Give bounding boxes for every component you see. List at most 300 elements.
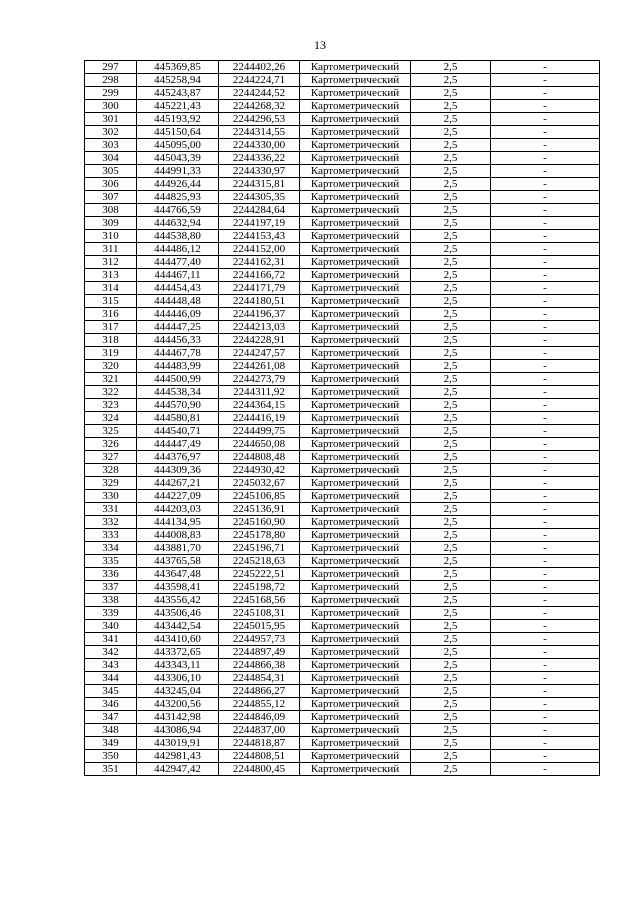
method-cell: Картометрический [300,425,411,438]
method-cell: Картометрический [300,672,411,685]
note-cell: - [491,334,600,347]
method-cell: Картометрический [300,529,411,542]
method-cell: Картометрический [300,256,411,269]
point-number-cell: 348 [85,724,137,737]
method-cell: Картометрический [300,269,411,282]
point-number-cell: 316 [85,308,137,321]
method-cell: Картометрический [300,581,411,594]
point-number-cell: 303 [85,139,137,152]
method-cell: Картометрический [300,438,411,451]
accuracy-cell: 2,5 [411,230,491,243]
y-coordinate-cell: 2244818,87 [219,737,300,750]
note-cell: - [491,646,600,659]
accuracy-cell: 2,5 [411,113,491,126]
note-cell: - [491,555,600,568]
note-cell: - [491,295,600,308]
method-cell: Картометрический [300,61,411,74]
note-cell: - [491,61,600,74]
method-cell: Картометрический [300,230,411,243]
x-coordinate-cell: 444766,59 [137,204,219,217]
point-number-cell: 301 [85,113,137,126]
y-coordinate-cell: 2244305,35 [219,191,300,204]
x-coordinate-cell: 445258,94 [137,74,219,87]
point-number-cell: 306 [85,178,137,191]
note-cell: - [491,347,600,360]
table-row [85,295,600,308]
x-coordinate-cell: 443765,58 [137,555,219,568]
note-cell: - [491,425,600,438]
accuracy-cell: 2,5 [411,750,491,763]
point-number-cell: 312 [85,256,137,269]
y-coordinate-cell: 2244261,08 [219,360,300,373]
point-number-cell: 319 [85,347,137,360]
method-cell: Картометрический [300,698,411,711]
accuracy-cell: 2,5 [411,724,491,737]
table-row [85,100,600,113]
method-cell: Картометрический [300,477,411,490]
method-cell: Картометрический [300,191,411,204]
method-cell: Картометрический [300,542,411,555]
table-row [85,87,600,100]
y-coordinate-cell: 2244800,45 [219,763,300,776]
note-cell: - [491,711,600,724]
y-coordinate-cell: 2244152,00 [219,243,300,256]
note-cell: - [491,620,600,633]
method-cell: Картометрический [300,685,411,698]
method-cell: Картометрический [300,516,411,529]
table-row [85,152,600,165]
table-row [85,620,600,633]
y-coordinate-cell: 2244196,37 [219,308,300,321]
y-coordinate-cell: 2244808,48 [219,451,300,464]
table-row [85,438,600,451]
point-number-cell: 338 [85,594,137,607]
table-row [85,282,600,295]
note-cell: - [491,256,600,269]
x-coordinate-cell: 444486,12 [137,243,219,256]
x-coordinate-cell: 442981,43 [137,750,219,763]
method-cell: Картометрический [300,659,411,672]
table-row [85,269,600,282]
table-row [85,360,600,373]
note-cell: - [491,724,600,737]
y-coordinate-cell: 2244166,72 [219,269,300,282]
method-cell: Картометрический [300,412,411,425]
point-number-cell: 341 [85,633,137,646]
note-cell: - [491,230,600,243]
accuracy-cell: 2,5 [411,347,491,360]
accuracy-cell: 2,5 [411,308,491,321]
x-coordinate-cell: 444454,43 [137,282,219,295]
y-coordinate-cell: 2244268,32 [219,100,300,113]
method-cell: Картометрический [300,204,411,217]
method-cell: Картометрический [300,620,411,633]
accuracy-cell: 2,5 [411,438,491,451]
point-number-cell: 308 [85,204,137,217]
note-cell: - [491,698,600,711]
point-number-cell: 307 [85,191,137,204]
accuracy-cell: 2,5 [411,386,491,399]
method-cell: Картометрический [300,282,411,295]
method-cell: Картометрический [300,295,411,308]
table-row [85,126,600,139]
x-coordinate-cell: 445043,39 [137,152,219,165]
point-number-cell: 324 [85,412,137,425]
method-cell: Картометрический [300,139,411,152]
table-row [85,698,600,711]
note-cell: - [491,659,600,672]
point-number-cell: 315 [85,295,137,308]
y-coordinate-cell: 2244296,53 [219,113,300,126]
table-row [85,178,600,191]
note-cell: - [491,464,600,477]
method-cell: Картометрический [300,724,411,737]
point-number-cell: 334 [85,542,137,555]
accuracy-cell: 2,5 [411,711,491,724]
note-cell: - [491,152,600,165]
note-cell: - [491,542,600,555]
x-coordinate-cell: 445221,43 [137,100,219,113]
table-row [85,139,600,152]
x-coordinate-cell: 444267,21 [137,477,219,490]
point-number-cell: 313 [85,269,137,282]
table-row [85,685,600,698]
method-cell: Картометрический [300,646,411,659]
point-number-cell: 351 [85,763,137,776]
table-row [85,529,600,542]
accuracy-cell: 2,5 [411,61,491,74]
table-body [85,61,600,776]
note-cell: - [491,308,600,321]
point-number-cell: 328 [85,464,137,477]
y-coordinate-cell: 2244224,71 [219,74,300,87]
table-row [85,191,600,204]
accuracy-cell: 2,5 [411,165,491,178]
method-cell: Картометрический [300,399,411,412]
table-row [85,594,600,607]
table-row [85,724,600,737]
point-number-cell: 321 [85,373,137,386]
table-row [85,490,600,503]
point-number-cell: 347 [85,711,137,724]
y-coordinate-cell: 2245106,85 [219,490,300,503]
point-number-cell: 325 [85,425,137,438]
x-coordinate-cell: 444483,99 [137,360,219,373]
y-coordinate-cell: 2244314,55 [219,126,300,139]
x-coordinate-cell: 442947,42 [137,763,219,776]
note-cell: - [491,763,600,776]
y-coordinate-cell: 2244416,19 [219,412,300,425]
y-coordinate-cell: 2245108,31 [219,607,300,620]
note-cell: - [491,516,600,529]
point-number-cell: 332 [85,516,137,529]
method-cell: Картометрический [300,594,411,607]
y-coordinate-cell: 2244153,43 [219,230,300,243]
note-cell: - [491,139,600,152]
point-number-cell: 318 [85,334,137,347]
x-coordinate-cell: 445193,92 [137,113,219,126]
table-row [85,750,600,763]
y-coordinate-cell: 2245015,95 [219,620,300,633]
page-number: 13 [314,38,326,52]
accuracy-cell: 2,5 [411,607,491,620]
table-row [85,607,600,620]
note-cell: - [491,243,600,256]
accuracy-cell: 2,5 [411,763,491,776]
note-cell: - [491,529,600,542]
table-row [85,516,600,529]
point-number-cell: 323 [85,399,137,412]
note-cell: - [491,594,600,607]
method-cell: Картометрический [300,217,411,230]
x-coordinate-cell: 444456,33 [137,334,219,347]
accuracy-cell: 2,5 [411,412,491,425]
table-row [85,737,600,750]
x-coordinate-cell: 445095,00 [137,139,219,152]
y-coordinate-cell: 2244197,19 [219,217,300,230]
accuracy-cell: 2,5 [411,282,491,295]
point-number-cell: 343 [85,659,137,672]
table-row [85,399,600,412]
x-coordinate-cell: 444477,40 [137,256,219,269]
note-cell: - [491,373,600,386]
note-cell: - [491,581,600,594]
accuracy-cell: 2,5 [411,243,491,256]
point-number-cell: 337 [85,581,137,594]
method-cell: Картометрический [300,243,411,256]
table-row [85,477,600,490]
x-coordinate-cell: 443245,04 [137,685,219,698]
accuracy-cell: 2,5 [411,568,491,581]
point-number-cell: 310 [85,230,137,243]
note-cell: - [491,386,600,399]
accuracy-cell: 2,5 [411,269,491,282]
point-number-cell: 339 [85,607,137,620]
table-row [85,412,600,425]
x-coordinate-cell: 443556,42 [137,594,219,607]
point-number-cell: 350 [85,750,137,763]
method-cell: Картометрический [300,464,411,477]
accuracy-cell: 2,5 [411,581,491,594]
x-coordinate-cell: 444570,90 [137,399,219,412]
y-coordinate-cell: 2245168,56 [219,594,300,607]
table-row [85,568,600,581]
accuracy-cell: 2,5 [411,100,491,113]
x-coordinate-cell: 443086,94 [137,724,219,737]
y-coordinate-cell: 2244273,79 [219,373,300,386]
method-cell: Картометрический [300,737,411,750]
x-coordinate-cell: 444500,99 [137,373,219,386]
table-row [85,61,600,74]
method-cell: Картометрический [300,373,411,386]
y-coordinate-cell: 2244213,03 [219,321,300,334]
accuracy-cell: 2,5 [411,659,491,672]
accuracy-cell: 2,5 [411,399,491,412]
y-coordinate-cell: 2244162,31 [219,256,300,269]
note-cell: - [491,477,600,490]
method-cell: Картометрический [300,633,411,646]
point-number-cell: 327 [85,451,137,464]
x-coordinate-cell: 444134,95 [137,516,219,529]
point-number-cell: 336 [85,568,137,581]
y-coordinate-cell: 2244866,38 [219,659,300,672]
x-coordinate-cell: 443442,54 [137,620,219,633]
method-cell: Картометрический [300,334,411,347]
table-row [85,633,600,646]
x-coordinate-cell: 443881,70 [137,542,219,555]
point-number-cell: 344 [85,672,137,685]
method-cell: Картометрический [300,74,411,87]
method-cell: Картометрический [300,152,411,165]
accuracy-cell: 2,5 [411,477,491,490]
y-coordinate-cell: 2244311,92 [219,386,300,399]
x-coordinate-cell: 445369,85 [137,61,219,74]
x-coordinate-cell: 443372,65 [137,646,219,659]
x-coordinate-cell: 444447,25 [137,321,219,334]
note-cell: - [491,490,600,503]
table-row [85,672,600,685]
method-cell: Картометрический [300,126,411,139]
y-coordinate-cell: 2244284,64 [219,204,300,217]
y-coordinate-cell: 2244854,31 [219,672,300,685]
method-cell: Картометрический [300,503,411,516]
coordinates-table [84,60,600,776]
x-coordinate-cell: 444448,48 [137,295,219,308]
accuracy-cell: 2,5 [411,256,491,269]
accuracy-cell: 2,5 [411,425,491,438]
note-cell: - [491,412,600,425]
method-cell: Картометрический [300,100,411,113]
note-cell: - [491,503,600,516]
point-number-cell: 320 [85,360,137,373]
method-cell: Картометрический [300,750,411,763]
y-coordinate-cell: 2244171,79 [219,282,300,295]
note-cell: - [491,633,600,646]
method-cell: Картометрический [300,763,411,776]
note-cell: - [491,204,600,217]
accuracy-cell: 2,5 [411,217,491,230]
accuracy-cell: 2,5 [411,698,491,711]
table-row [85,503,600,516]
point-number-cell: 298 [85,74,137,87]
table-row [85,308,600,321]
x-coordinate-cell: 444008,83 [137,529,219,542]
point-number-cell: 345 [85,685,137,698]
accuracy-cell: 2,5 [411,321,491,334]
note-cell: - [491,672,600,685]
point-number-cell: 311 [85,243,137,256]
x-coordinate-cell: 443647,48 [137,568,219,581]
accuracy-cell: 2,5 [411,620,491,633]
y-coordinate-cell: 2244244,52 [219,87,300,100]
method-cell: Картометрический [300,711,411,724]
note-cell: - [491,217,600,230]
y-coordinate-cell: 2245222,51 [219,568,300,581]
point-number-cell: 314 [85,282,137,295]
accuracy-cell: 2,5 [411,204,491,217]
point-number-cell: 330 [85,490,137,503]
y-coordinate-cell: 2245136,91 [219,503,300,516]
note-cell: - [491,178,600,191]
accuracy-cell: 2,5 [411,451,491,464]
accuracy-cell: 2,5 [411,87,491,100]
y-coordinate-cell: 2245178,80 [219,529,300,542]
y-coordinate-cell: 2244957,73 [219,633,300,646]
accuracy-cell: 2,5 [411,334,491,347]
x-coordinate-cell: 443343,11 [137,659,219,672]
x-coordinate-cell: 444538,34 [137,386,219,399]
method-cell: Картометрический [300,321,411,334]
table-row [85,165,600,178]
y-coordinate-cell: 2244402,26 [219,61,300,74]
table-row [85,451,600,464]
note-cell: - [491,685,600,698]
point-number-cell: 346 [85,698,137,711]
x-coordinate-cell: 444309,36 [137,464,219,477]
table-row [85,646,600,659]
point-number-cell: 322 [85,386,137,399]
accuracy-cell: 2,5 [411,191,491,204]
accuracy-cell: 2,5 [411,139,491,152]
method-cell: Картометрический [300,607,411,620]
x-coordinate-cell: 444447,49 [137,438,219,451]
accuracy-cell: 2,5 [411,594,491,607]
x-coordinate-cell: 444991,33 [137,165,219,178]
table-row [85,230,600,243]
accuracy-cell: 2,5 [411,503,491,516]
point-number-cell: 333 [85,529,137,542]
point-number-cell: 329 [85,477,137,490]
table-row [85,347,600,360]
accuracy-cell: 2,5 [411,516,491,529]
accuracy-cell: 2,5 [411,295,491,308]
x-coordinate-cell: 444203,03 [137,503,219,516]
method-cell: Картометрический [300,360,411,373]
method-cell: Картометрический [300,178,411,191]
x-coordinate-cell: 444538,80 [137,230,219,243]
note-cell: - [491,191,600,204]
x-coordinate-cell: 443142,98 [137,711,219,724]
y-coordinate-cell: 2245218,63 [219,555,300,568]
note-cell: - [491,568,600,581]
point-number-cell: 299 [85,87,137,100]
x-coordinate-cell: 444540,71 [137,425,219,438]
y-coordinate-cell: 2244897,49 [219,646,300,659]
accuracy-cell: 2,5 [411,685,491,698]
x-coordinate-cell: 445243,87 [137,87,219,100]
method-cell: Картометрический [300,386,411,399]
table-row [85,464,600,477]
table-row [85,581,600,594]
y-coordinate-cell: 2244330,00 [219,139,300,152]
note-cell: - [491,165,600,178]
accuracy-cell: 2,5 [411,178,491,191]
accuracy-cell: 2,5 [411,555,491,568]
y-coordinate-cell: 2244808,51 [219,750,300,763]
note-cell: - [491,87,600,100]
x-coordinate-cell: 443506,46 [137,607,219,620]
x-coordinate-cell: 443306,10 [137,672,219,685]
table-row [85,711,600,724]
method-cell: Картометрический [300,165,411,178]
table-row [85,204,600,217]
method-cell: Картометрический [300,451,411,464]
note-cell: - [491,113,600,126]
x-coordinate-cell: 443410,60 [137,633,219,646]
y-coordinate-cell: 2244866,27 [219,685,300,698]
y-coordinate-cell: 2244837,00 [219,724,300,737]
method-cell: Картометрический [300,308,411,321]
